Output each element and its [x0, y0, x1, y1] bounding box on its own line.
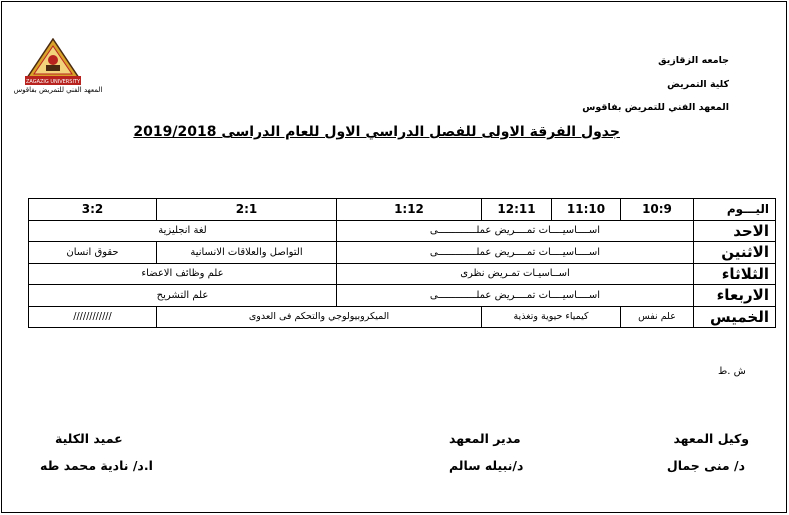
day-cell: الاربعاء: [694, 285, 776, 307]
vice-title: وكيل المعهد: [673, 431, 749, 446]
dean-title: عميد الكلية: [55, 431, 123, 446]
logo-caption: المعهد الفني للتمريض بفاقوس: [13, 86, 103, 94]
page-title: جدول الفرقة الاولى للفصل الدراسي الاول للعام الدراسى 2019/2018: [133, 124, 620, 140]
time-slot: 10:9: [621, 199, 694, 221]
vice-name: د/ منى جمال: [666, 458, 745, 473]
time-slot: 3:2: [29, 199, 157, 221]
class-cell: اســاسيـات تمـريض نظرى: [337, 263, 694, 285]
class-cell: لغة انجليزية: [29, 220, 337, 242]
day-cell: الاحد: [694, 220, 776, 242]
table-row-wednesday: [29, 285, 776, 307]
dean-name: ا.د/ نادية محمد طه: [40, 458, 153, 473]
day-header: اليـــوم: [694, 199, 776, 221]
class-cell: علم التشريح: [29, 285, 337, 307]
faculty-name: كلية التمريض: [667, 79, 729, 90]
class-cell: اســــاسيــــات تمــــريض عملـــــــــــــى: [337, 220, 694, 242]
institute-name: المعهد الفني للتمريض بفاقوس: [582, 102, 729, 113]
schedule-table: [28, 198, 776, 328]
class-cell: ////////////: [29, 306, 157, 328]
class-cell: علم وظائف الاعضاء: [29, 263, 337, 285]
table-row-thursday: [29, 306, 776, 328]
university-crest-icon: [24, 38, 82, 86]
time-slot: 1:12: [337, 199, 482, 221]
day-cell: الخميس: [694, 306, 776, 328]
class-cell: علم نفس: [621, 306, 694, 328]
table-header-row: [29, 199, 776, 221]
time-slot: 2:1: [157, 199, 337, 221]
time-slot: 12:11: [482, 199, 552, 221]
class-cell: التواصل والعلاقات الانسانية: [157, 242, 337, 264]
day-cell: الاثنين: [694, 242, 776, 264]
crest-text: ZAGAZIG UNIVERSITY: [25, 79, 81, 85]
class-cell: حقوق انسان: [29, 242, 157, 264]
university-name: جامعه الزقازيق: [658, 55, 729, 66]
day-cell: الثلاثاء: [694, 263, 776, 285]
table-row-tuesday: [29, 263, 776, 285]
class-cell: اســــاسيــــات تمــــريض عملـــــــــــــى: [337, 242, 694, 264]
time-slot: 11:10: [552, 199, 621, 221]
class-cell: الميكروبيولوجي والتحكم فى العدوى: [157, 306, 482, 328]
table-note: ش .ط: [718, 366, 746, 377]
table-row-monday: [29, 242, 776, 264]
class-cell: اســــاسيــــات تمــــريض عملـــــــــــــى: [337, 285, 694, 307]
class-cell: كيمياء حيوية وتغذية: [482, 306, 621, 328]
director-title: مدير المعهد: [449, 431, 521, 446]
table-row-sunday: [29, 220, 776, 242]
director-name: د/نبيله سالم: [449, 458, 524, 473]
